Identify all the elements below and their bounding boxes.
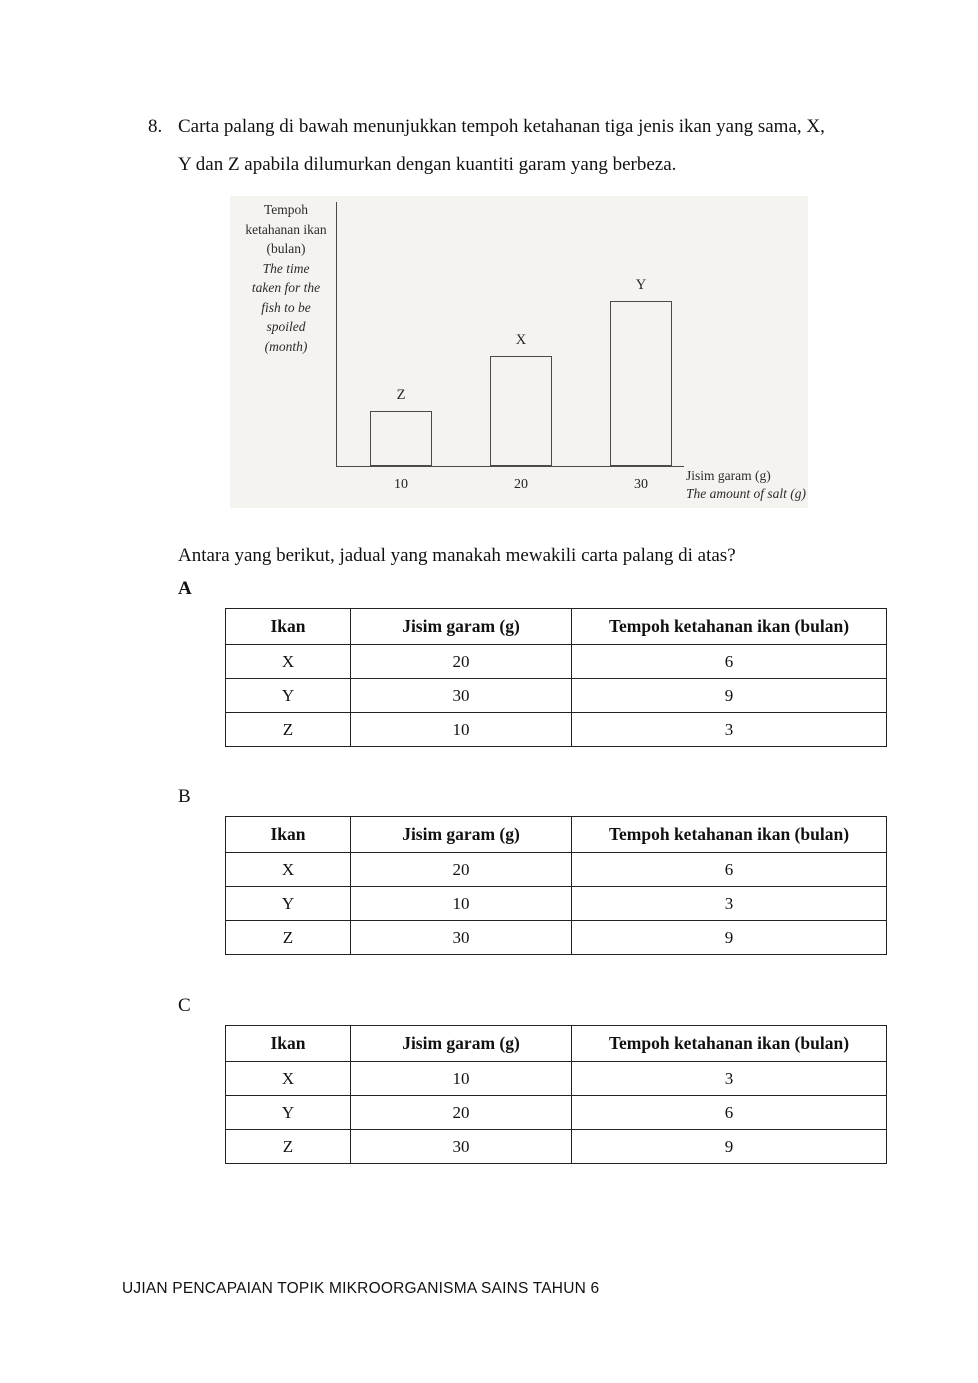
cell-tempoh: 6	[572, 645, 887, 679]
xlabel-en: The amount of salt (g)	[686, 486, 806, 501]
ylabel-line-my-1: Tempoh	[263, 202, 309, 217]
table-b-header-jisim: Jisim garam (g)	[351, 817, 572, 853]
cell-tempoh: 3	[572, 713, 887, 747]
cell-ikan: Y	[226, 1096, 351, 1130]
cell-jisim: 10	[351, 1062, 572, 1096]
y-axis-line	[336, 202, 337, 467]
question-8-line1	[148, 116, 825, 138]
cell-ikan: Z	[226, 713, 351, 747]
table-row	[226, 887, 887, 921]
cell-jisim: 20	[351, 853, 572, 887]
option-table-c	[225, 1025, 887, 1164]
cell-jisim: 30	[351, 1130, 572, 1164]
cell-jisim: 10	[351, 713, 572, 747]
option-table-a	[225, 608, 887, 747]
cell-tempoh: 6	[572, 853, 887, 887]
bar-x	[490, 356, 552, 466]
ylabel-line-en-5: (month)	[264, 338, 308, 354]
table-row	[226, 645, 887, 679]
table-row	[226, 853, 887, 887]
x-tick-30: 30	[634, 477, 648, 492]
ylabel-line-en-4: spoiled	[266, 319, 306, 334]
cell-ikan: X	[226, 645, 351, 679]
cell-tempoh: 6	[572, 1096, 887, 1130]
chart-y-axis-label	[234, 200, 338, 356]
table-c-header-jisim: Jisim garam (g)	[351, 1026, 572, 1062]
ylabel-line-my-2: ketahanan ikan	[245, 221, 327, 237]
table-c-header-tempoh: Tempoh ketahanan ikan (bulan)	[572, 1026, 887, 1062]
table-row	[226, 921, 887, 955]
page-footer: UJIAN PENCAPAIAN TOPIK MIKROORGANISMA SAINS TAHUN 6	[122, 1280, 600, 1297]
option-label-a: A	[178, 578, 192, 599]
question-text-line2: Y dan Z apabila dilumurkan dengan kuantiti garam yang berbeza.	[178, 154, 677, 175]
bar-label-z: Z	[396, 387, 406, 403]
cell-jisim: 20	[351, 645, 572, 679]
question-prompt: Antara yang berikut, jadual yang manakah mewakili carta palang di atas?	[178, 545, 736, 566]
table-a-header-tempoh: Tempoh ketahanan ikan (bulan)	[572, 609, 887, 645]
cell-ikan: Z	[226, 921, 351, 955]
cell-jisim: 30	[351, 679, 572, 713]
ylabel-line-en-2: taken for the	[251, 280, 321, 295]
table-a-header-ikan: Ikan	[226, 609, 351, 645]
cell-jisim: 10	[351, 887, 572, 921]
ylabel-line-en-1: The time	[262, 260, 310, 276]
cell-jisim: 20	[351, 1096, 572, 1130]
x-tick-20: 20	[514, 477, 528, 492]
cell-ikan: X	[226, 1062, 351, 1096]
table-b-header-tempoh: Tempoh ketahanan ikan (bulan)	[572, 817, 887, 853]
table-b-header-ikan: Ikan	[226, 817, 351, 853]
chart-x-axis-label	[686, 467, 808, 503]
ylabel-line-en-3: fish to be	[261, 299, 311, 315]
table-row	[226, 679, 887, 713]
xlabel-my: Jisim garam (g)	[686, 468, 771, 483]
bar-y	[610, 301, 672, 466]
cell-ikan: Y	[226, 679, 351, 713]
cell-tempoh: 3	[572, 1062, 887, 1096]
bar-z	[370, 411, 432, 466]
table-b-header-row	[226, 817, 887, 853]
option-label-b: B	[178, 786, 191, 807]
option-label-c: C	[178, 995, 191, 1016]
table-c-header-ikan: Ikan	[226, 1026, 351, 1062]
table-row	[226, 1062, 887, 1096]
question-number: 8.	[148, 116, 163, 137]
cell-tempoh: 9	[572, 1130, 887, 1164]
option-table-b	[225, 816, 887, 955]
table-row	[226, 713, 887, 747]
table-a-header-row	[226, 609, 887, 645]
cell-ikan: Y	[226, 887, 351, 921]
bar-label-x: X	[515, 332, 527, 348]
bar-label-y: Y	[635, 277, 647, 293]
question-text-line1: Carta palang di bawah menunjukkan tempoh ketahanan tiga jenis ikan yang sama, X,	[178, 116, 825, 137]
bar-chart-figure	[230, 196, 808, 508]
table-row	[226, 1130, 887, 1164]
table-c-header-row	[226, 1026, 887, 1062]
table-a-header-jisim: Jisim garam (g)	[351, 609, 572, 645]
table-row	[226, 1096, 887, 1130]
x-axis-line	[336, 466, 684, 467]
cell-tempoh: 3	[572, 887, 887, 921]
cell-ikan: Z	[226, 1130, 351, 1164]
ylabel-line-my-3: (bulan)	[266, 241, 306, 256]
question-8-line2	[178, 154, 676, 176]
cell-jisim: 30	[351, 921, 572, 955]
x-tick-10: 10	[394, 477, 408, 492]
cell-ikan: X	[226, 853, 351, 887]
cell-tempoh: 9	[572, 679, 887, 713]
cell-tempoh: 9	[572, 921, 887, 955]
